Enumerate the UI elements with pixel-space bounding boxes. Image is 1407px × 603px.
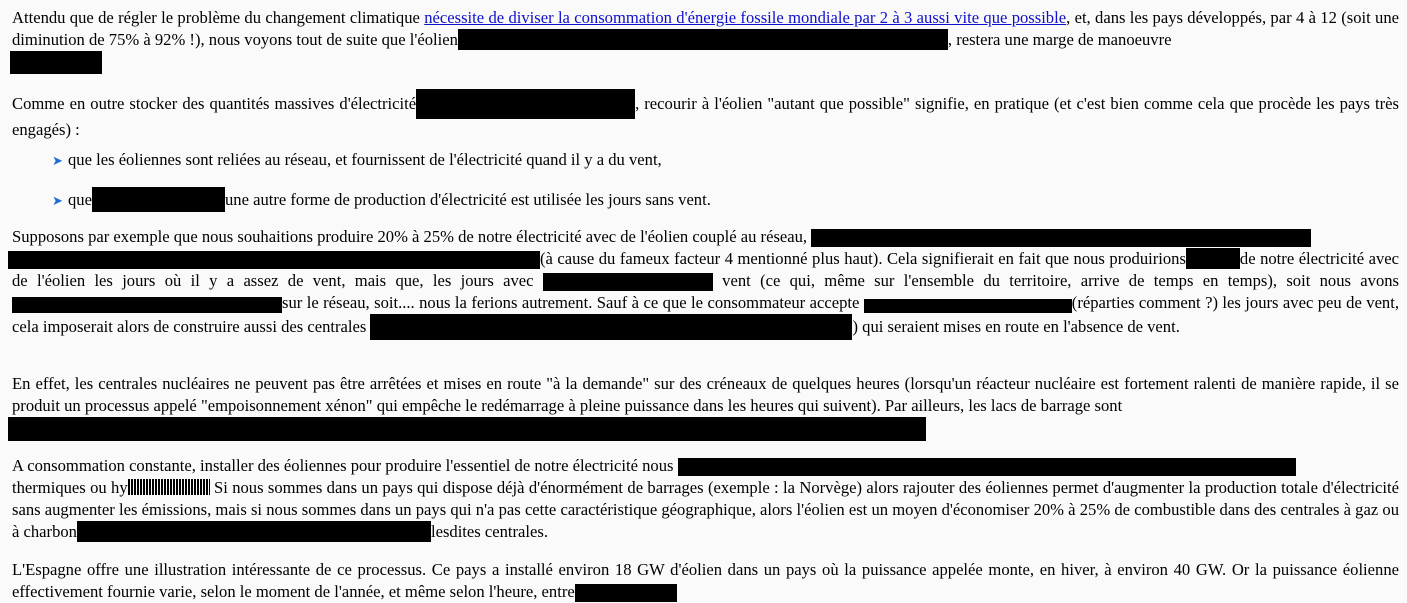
- p3-text-b: (à cause du fameux facteur 4 mentionné plus haut). Cela signifierait en fait que nous produirions: [540, 249, 1186, 268]
- p3-text-g: ) qui seraient mises en route en l'absence de vent.: [852, 317, 1180, 336]
- arrowhead-bullet-icon: ➤: [52, 193, 63, 208]
- redaction-block: [92, 187, 225, 212]
- paragraph-6: [12, 559, 1399, 603]
- p3-text-c: de notre électricité avec de l'éolien les jours où il y a assez de vent, mais que, les jours avec: [12, 249, 1399, 290]
- p1-text-b: , et, dans les pays développés, par 4 à 12 (soit une diminution de 75% à 92% !), nous voyons tout de suite que l'éolien: [12, 8, 1400, 49]
- redaction-block: [8, 417, 926, 441]
- redaction-block: [1186, 248, 1240, 269]
- redaction-block: [811, 229, 1311, 247]
- redaction-block: [678, 458, 1296, 476]
- p2-text-b: , recourir à l'éolien "autant que possible" signifie, en pratique (et c'est bien comme cela que procède les pays très engagés) :: [12, 94, 1399, 139]
- p3-text-e: sur le réseau, soit.... nous la ferions autrement. Sauf à ce que le consommateur accepte: [282, 293, 860, 312]
- p6-text-a: L'Espagne offre une illustration intéressante de ce processus. Ce pays a installé environ 18 GW d'éolien dans un pays où la puissance appelée monte, en hiver, à environ 40 GW. Or la puissance éolienne effectivement fournie varie, selon le moment de l'année, et même selon l'heure, entre: [12, 560, 1399, 601]
- paragraph-1: [12, 7, 1399, 75]
- p3-text-d: vent (ce qui, même sur l'ensemble du territoire, arrive de temps en temps), soit nous avons: [712, 271, 1399, 290]
- arrowhead-bullet-icon: ➤: [52, 153, 63, 168]
- paragraph-3: [12, 226, 1399, 340]
- p3-text-f: (réparties comment ?) les jours avec peu de vent, cela imposerait alors de construire aussi des centrales: [12, 293, 1399, 336]
- p2-text-a: Comme en outre stocker des quantités massives d'électricité: [12, 94, 417, 113]
- list-item: ➤ que une autre forme de production d'électricité est utilisée les jours sans vent.: [52, 187, 711, 212]
- list-item: ➤ que les éoliennes sont reliées au réseau, et fournissent de l'électricité quand il y a du vent,: [52, 149, 662, 172]
- p5-text-a: A consommation constante, installer des éoliennes pour produire l'essentiel de notre électricité nous: [12, 456, 674, 475]
- redaction-block: [575, 584, 677, 602]
- redaction-block: [458, 29, 948, 50]
- p1-text-c: , restera une marge de manoeuvre: [947, 30, 1172, 49]
- smudged-text-block: [128, 479, 210, 495]
- fossil-energy-link[interactable]: nécessite de diviser la consommation d'énergie fossile mondiale par 2 à 3 aussi vite que possible: [424, 8, 1067, 27]
- redaction-block: [543, 273, 713, 291]
- redaction-block: [77, 521, 431, 542]
- redaction-block: [864, 299, 1072, 313]
- redaction-block: [370, 314, 852, 340]
- redaction-block: [8, 251, 540, 269]
- p3-text-a: Supposons par exemple que nous souhaitions produire 20% à 25% de notre électricité avec de l'éolien couplé au réseau,: [12, 227, 808, 246]
- paragraph-5: [12, 455, 1399, 543]
- p5-text-b: thermiques ou hy: [12, 478, 128, 497]
- redaction-block: [10, 51, 102, 74]
- p5-text-d: lesdites centrales.: [430, 522, 549, 541]
- p4-text-a: En effet, les centrales nucléaires ne peuvent pas être arrêtées et mises en route "à la demande" sur des créneaux de quelques heures (lorsqu'un réacteur nucléaire est fortement ralenti de manière rapide, il se produit un processus appelé "empoisonnement xénon" qui empêche le redémarrage à pleine puissance dans les heures qui suivent). Par ailleurs, les lacs de barrage sont: [12, 374, 1399, 415]
- redaction-block: [12, 297, 282, 313]
- redaction-block: [416, 89, 635, 119]
- paragraph-2: [12, 89, 1399, 141]
- p1-text-a: Attendu que de régler le problème du changement climatique: [12, 8, 425, 27]
- paragraph-4: [12, 373, 1399, 442]
- p5-text-c: Si nous sommes dans un pays qui dispose déjà d'énormément de barrages (exemple : la Norvège) alors rajouter des éoliennes permet d'augmenter la production totale d'électricité sans augmenter les émissions, mais si nous sommes dans un pays qui n'a pas cette caractéristique géographique, alors l'éolien est un moyen d'économiser 20% à 25% de combustible dans des centrales à gaz ou à charbon: [12, 478, 1400, 541]
